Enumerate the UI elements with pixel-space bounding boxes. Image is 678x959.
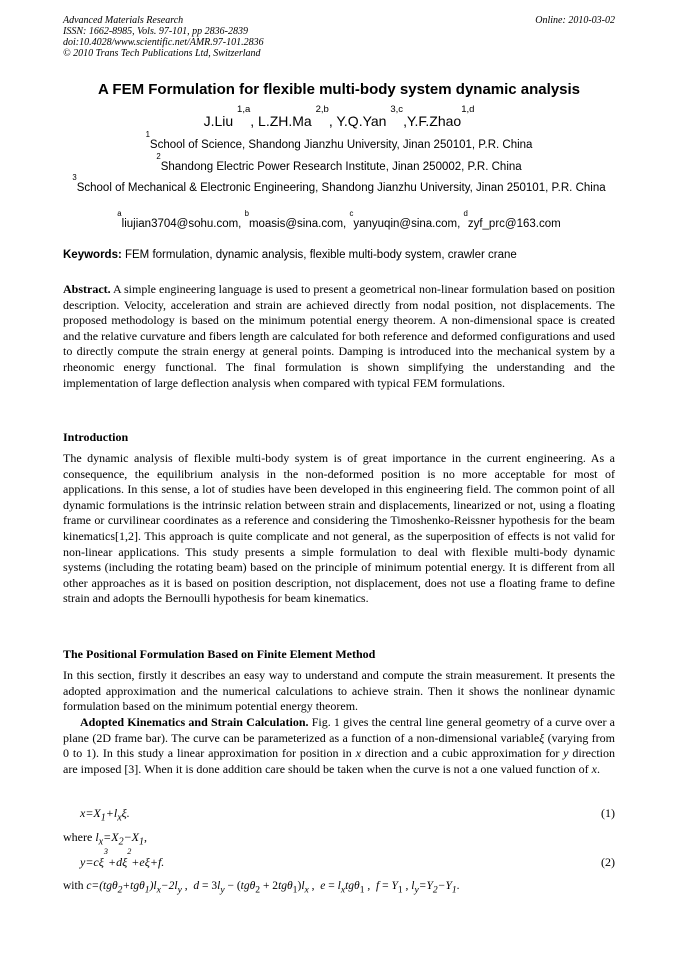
journal-doi: doi:10.4028/www.scientific.net/AMR.97-101.2836 (63, 37, 264, 48)
subsection-heading: Adopted Kinematics and Strain Calculation. (80, 715, 309, 729)
author-affil-mark: 2,b (315, 103, 329, 115)
section-heading-introduction: Introduction (63, 430, 129, 444)
author-name: ,Y.F.Zhao (403, 113, 462, 129)
paper-title: A FEM Formulation for flexible multi-body system dynamic analysis (97, 81, 581, 98)
author-affil-mark: 1,a (237, 103, 251, 115)
equation-2-body: $y=c\xi^3+d\xi^2+e\xi+f$. (80, 847, 165, 869)
section-text: In this section, firstly it describes an easy way to understand and compute the strain measurement. It presents the adopted approximation and the numerical calculations to achieve strain. Then it shows the nonlinear dynamic formulation based on the minimum potential energy theorem. (63, 668, 615, 714)
affiliation-2: $^2$Shandong Electric Power Research Institute, Jinan 250002, P.R. China (156, 152, 522, 173)
author-list (40, 103, 638, 129)
keywords-text: FEM formulation, dynamic analysis, flexible multi-body system, crawler crane (121, 249, 517, 261)
equation-1-number: (1) (601, 806, 615, 820)
affiliation-1: $^1$School of Science, Shandong Jianzhu University, Jinan 250101, P.R. China (145, 130, 533, 151)
introduction-text: The dynamic analysis of flexible multi-body system is of great importance in the current engineering. As a consequence, the equilibrium analysis in the non-deformed position is no more acceptable for most of applications. In this sense, a lot of studies have been developed in this engineering field. The common point of all dynamic formulations is the intrinsic relation between strain and displacements, linearized or not, using a floating frame or curvilinear coordinates as a reference and considering the Timoshenko-Reissner hypothesis for the beam kinematics[1,2]. This approach is quite complicate and not general, as the superposition of effects is not valid for non-linear applications. This study presents a simple formulation to deal with flexible multi-body dynamic systems (including the rotating beam) based on the principle of minimum potential energy. It is different from all other approaches as it is based on position description, not displacement, does not use a floating frame to define strain and adopts the Bernoulli hypothesis for beam kinematics. (63, 451, 615, 606)
affiliation-3: $^3$School of Mechanical & Electronic Engineering, Shandong Jianzhu University, Jinan 250101, P.R. China (72, 173, 606, 194)
author-affil-mark: 3,c (390, 103, 404, 115)
equation-2-number: (2) (601, 855, 615, 869)
equation-with-line: with $c=(tg\theta_2+tg\theta_1)l_x-2l_y$ , $d = 3l_y - (tg\theta_2 + 2tg\theta_1)l_x$ , $e = l_xtg\theta_1$ , $f = Y_1$ , $l_y=Y_2-Y_1$. (63, 880, 460, 896)
author-name: J.Liu (203, 113, 238, 129)
journal-name: Advanced Materials Research (63, 15, 184, 26)
keywords (63, 249, 615, 261)
author-emails: $^a$liujian3704@sohu.com, $^b$moasis@sina.com, $^c$yanyuqin@sina.com, $^d$zyf_prc@163.com (117, 209, 561, 230)
author-affil-mark: 1,d (461, 103, 475, 115)
journal-header (63, 15, 615, 59)
online-date: Online: 2010-03-02 (535, 15, 615, 26)
equation-1-body: $x=X_1+l_x\xi$. (80, 806, 130, 824)
equation-2 (80, 847, 615, 870)
journal-issn: ISSN: 1662-8985, Vols. 97-101, pp 2836-2839 (63, 26, 248, 37)
keywords-label: Keywords: (63, 249, 122, 261)
author-name: , Y.Q.Yan (328, 113, 391, 129)
equation-1 (80, 806, 615, 823)
journal-copyright: © 2010 Trans Tech Publications Ltd, Switzerland (63, 48, 261, 59)
section-heading-positional-formulation: The Positional Formulation Based on Finite Element Method (63, 647, 376, 661)
abstract-label: Abstract. (63, 282, 111, 296)
abstract-text: A simple engineering language is used to present a geometrical non-linear formulation based on position description. Velocity, acceleration and strain are achieved directly from nodal position, not displacements. The proposed methodology is based on the minimum potential energy theorem. A non-dimensional space is created and the relative curvature and fibers length are calculated for both reference and deformed configurations and used to directly compute the strain energy at general points. Damping is introduced into the mechanical system by a rheonomic energy functional. The final formulation is shown simplifying the understanding and the implementation of large deflection analysis when compared with typical FEM formulations. (63, 282, 615, 390)
author-name: , L.ZH.Ma (250, 113, 316, 129)
equation-where-line: where $l_x=X_2-X_1$, (63, 830, 147, 848)
subsection-paragraph: Adopted Kinematics and Strain Calculation. Fig. 1 gives the central line general geometry of a curve over a plane (2D frame bar). The curve can be parameterized as a function of a non-dimensional variableξ (varying from 0 to 1). In this study a linear approximation for position in x direction and a cubic approximation for y direction are imposed [3]. When it is done addition care should be taken when the curve is not a one valued function of x. (63, 715, 616, 776)
abstract (63, 282, 615, 391)
